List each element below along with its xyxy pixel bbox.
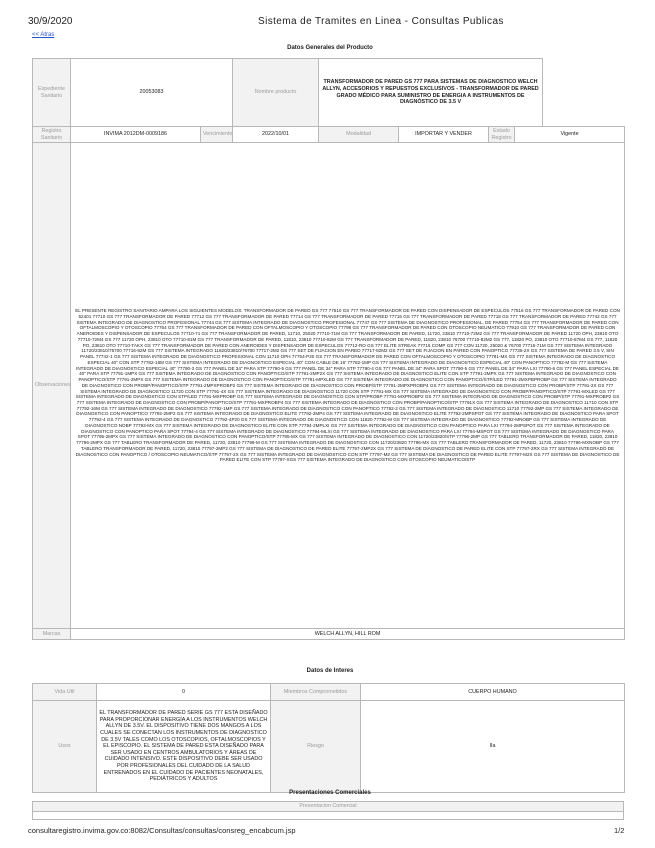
observaciones-value: EL PRESENTE REGISTRO SANITARIO AMPARA LOS SIGUIENTES MODELOS: TRANSFORMADOR DE PARED GS 777 77510 GS 777 TRANSFORMADOR DE PARED CON DISPENSADOR DE ESPECULOS 77516 GS 777 TRANSFORMADOR DE PARED CON 52401 77710 GS 777 TRANSFORMADOR DE PARED 77712 GS 777 TRANSFORMADOR DE PARED 77714 GS 777 TRANSFORMADOR DE PARED 77716 GS 777 TRANSFORMADOR DE PARED 77718 GS 777 TRANSFORMADOR DE PARED 77742 GS 777 SISTEMA INTEGRADO DE DIAGNOSTICO PROFESIONAL 77744 GS 777 SISTEMA INTEGRADO DE DIAGNOSTICO PROFESIONAL 77747 GS 777 SISTEMA DE DIAGNOSTICO PROFESIONAL, DE PARED 77754 GS 777 TRANSFORMADOR DE PARED CON OFTALMOSCOPIO Y OTOSCOPIO 77764 GS 777 TRANSFORMADOR DE PARED CON OFTALMOSCOPIO Y OTOSCOPIO 77798 GS 777 TRANSFORMADOR DE PARED CON OTOSCOPIO NEUMATICO 77910 GS 777 TRANSFORMADOR DE PARED CON ANEROIDES Y DISPENSADOR DE ESPECULOS 77710-71 GS 777 TRANSFORMADOR DE PARED, 11710, 25020 77710-71M GS 777 TRANSFORMADOR DE PARED, 11720, 23810 77710-72M2 GS 777 TRANSFORMADOR DE PARED 11720 OPH, 23810 OTO 77710-72M4 GS 777 11720 OPH, 23810 OTO 77710-81M GS 777 TRANSFORMADOR DE PARED, 11810, 23810 77710-82M GS 777 TRANSFORMADOR DE PARED, 11820, 23810 76700 77710-82M2 GS 777, 11820 PO, 23810 OTO 77710-87M4 GS 777, 11820 PO, 23810 OTO 77710-TAKX GS 777 TRANSFORMADOR DE PARED CON ANEROIDES Y DISPENSADOR DE ESPECULOS 77712-RO GS 777 ELITE STREAK 77716 COMP GS 777 CON 11720, 25020 & 76700 77716-71M GS 777 SISTEMA INTEGRADO 11720/23810/76700 77716-82M GS 777 SISTEMA INTEGRADO 11820/23810/76700 77717-2M2 GS 777 SET DE FIJACION EN PARED 77717-82M2 GS 777 SET DE FIJACION EN PARED CON PANOPTICO 77735-2X GS 777 SISTEMA DE PARED 3.5 V, SIN PANEL 77742-1 GS 777 SISTEMA INTEGRADO DE DIAGNOSTICO PROFESIONAL CON 11710 OPH 77754-P20 GS 777 TRANSFORMADOR DE PARED CON OFTALMOSCOPIO Y OTOSCOPIO 77781-MX GS 777 SISTEMA INTEGRADO DE DIAGNOSTICO ESPECIAL 40" CON STP 77782-16M GS 777 SISTEMA INTEGRADO DE DIAGNOSTICO ESPECIAL 40" CON CABLE DE 16' 77782-1MP GS 777 SISTEMA INTEGRADO DE DIAGNOSTICO ESPECIAL 40" CON PANOPTICO 77782-M GS 777 SISTEMA INTEGRADO DE DIAGNOSTICO ESPECIAL 40" 77790-3 GS 777 PANEL DE 34" PARA STP 77790-5 GS 777 PANEL DE 34" PARA STP 77790-4 GS 777 PANEL DE 34" PARA SPOT 77790-5 GS 777 PANEL DE 34" PARA LXI 77790-6 GS 777 PANEL ESPECIAL DE 40" PARA STP 77791-1MPX GS 777 SISTEMA INTEGRADO DE DIAGNOSTICO CON PANOPTICO/STP 77791-2MP2X GS 777 SISTEMA INTEGRADO DE DIAGNOSTICO ELITE CON STP 77791-2MPX GS 777 SISTEMA INTEGRADO DE DIAGNOSTICO CON PANOPTICO/STP 77791-2MPX GS 777 SISTEMA INTEGRADO DE DIAGNOSTICO CON PANOPTICO/STP 77791-MPXLED GS 777 SISTEMA INTEGRADO DE DIAGNOSTICO CON PANOPTICO/STP/LED 77791-2MXPBPROBP GS 777 SISTEMA INTEGRADO DE DIAGNOSTICO CON PROBP/PANOPTICO/STP 77791-2MPXPROBP2 GS 777 SISTEMA INTEGRADO DE DIAGNOSTICO CON PROBP/STP 77791-2MPXPROBP4 GS 777 SISTEMA INTEGRADO DE DIAGNOSTICO CON PROBP/STP 77791-2X GS 777 SISTEMA INTEGRADO DE DIAGNOSTICO 11720 CON STP 77791-4X GS 777 SISTEMA INTEGRADO DE DIAGNOSTICO 11720 CON STP 77791-MX GS 777 SISTEMA INTEGRADO DE DIAGNOSTICO CON PROBP/PANOPTICO/STP 77791-MXLED GS 777 SISTEMA INTEGRADO DE DIAGNOSTICO CON STP/LED 77791-MXPROBP GS 777 SISTEMA INTEGRADO DE DIAGNOSTICO CON STP/PROBP 77791-MXPROBP2 GS 777 SISTEMA INTEGRADO DE DIAGNOSTICO CON PROBP/STP 77791-MXPROBP2 GS 777 SISTEMA INTEGRADO DE DIAGNOSTICO CON PROBP/PANOPTICO/STP 77791-MXPROBP4 GS 777 SISTEMA INTEGRADO DE DIAGNOSTICO CON PROBP/PANOPTICO/STP 77791X GS 777 SISTEMA INTEGRADO DE DIAGNOSTICO 11710 CON STP 77792-16M GS 777 SISTEMA INTEGRADO DE DIAGNOSTICO 77792-1MP GS 777 SISTEMA INTEGRADO DE DIAGNOSTICO CON PANOPTICO 77792-2 GS 777 SISTEMA INTEGRADO DE DIAGNOSTICO 11710 77792-2MP GS 777 SISTEMA INTEGRADO DE DIAGNOSTICO CON PANOPTICO 77792-2MP2 GS 777 SISTEMA INTEGRADO DE DIAGNOSTICO ELITE 77792-2MP4 GS 777 SISTEMA INTEGRADO DE DIAGNOSTICO ELITE 77792-2MPSPOT GS 777 SISTEMA INTEGRADO DE DIAGNOSTICO PARA SPOT 77792-4 GS 777 SISTEMA INTEGRADO DE DIAGNOSTICO 77792-4P20 GS 777 SISTEMA INTEGRADO DE DIAGNOSTICO CON 11820 77792-M GS 777 SISTEMA INTEGRADO DE DIAGNOSTICO 77792-MNOBP GS 777 SISTEMA INTEGRADO DE DIAGNOSTICO NOBP 77793-MX GS 777 SISTEMA INTEGRADO DE DIAGNOSTICO ELITE CON STP 77794-2MPLXI GS 777 SISTEMA INTEGRADO DE DIAGNOSTICO CON PANOPTICO PARA LXI 77794-2MPSPOT GS 777 SISTEMA INTEGRADO DE DIAGNOSTICO CON PANOPTICO PARA SPOT 77794-4 GS 777 SISTEMA INTEGRADO DE DIAGNOSTICO 77794-MLXI GS 777 SISTEMA INTEGRADO DE DIAGNOSTICO PARA LXI 77794-MSPOT GS 777 SISTEMA INTEGRADO DE DIAGNOSTICO PARA SPOT 77795-2MPX GS 777 SISTEMA INTEGRADO DE DIAGNOSTICO CON PANOPTICO/STP 77795-MX GS 777 SISTEMA INTEGRADO DE DIAGNOSTICO CON 11720/23820/STP 77796-2MP GS 777 TABLERO TRANSFORMADOR DE PARED, 11820, 23810 77796-2MPX GS 777 TABLERO TRANSFORMADOR DE PARED, 11720, 23810 77796-M GS 777 SISTEMA INTEGRADO DE DIAGNOSTICO CON 11720/23820 77796-MX GS 777 TABLERO TRANSFORMADOR DE PARED, 11720, 23810 77796-MXNOBP GS 777 TABLERO TRANSFORMADOR DE PARED, 11720, 23810 77797-2MP2 GS 777 SISTEMA DE DIAGNOSTICO DE PARED ELITE 77797-2MP2X GS 777 SISTEMA DE DIAGNOSTICO DE PARED ELITE CON STP 77797-2RX GS 777 SISTEMA INTEGRADO DE DIAGNOSTICO CON PANOPTICO / OTOSCOPIO NEUMATICO/STP 77797-2X GS 777 SISTEMA INTEGRADO DE DIAGNOSTICO CON STP 77797-M2 GS 777 SISTEMA DE DIAGNOSTICO DE PARED ELITE 77797-M2X GS 777 SISTEMA DE DIAGNOSTICO DE PARED ELITE CON STP 77797-XGS 777 SISTEMA INTEGRADO DE DIAGNOSTICO CON OTOSCOPIO NEUMATICO/STP — [71, 143, 625, 629]
back-link[interactable]: << Atras — [32, 32, 55, 38]
estado-label: Estado Registro — [489, 127, 515, 143]
vida-util-label: Vida Util — [33, 684, 97, 701]
registro-label: Registro Sanitario — [33, 127, 71, 143]
general-data-table — [32, 58, 625, 640]
miembros-value: CUERPO HUMANO — [361, 684, 625, 701]
general-section-title: Datos Generales del Producto — [287, 45, 373, 51]
nombre-value: TRANSFORMADOR DE PARED GS 777 PARA SISTEMAS DE DIAGNOSTICO WELCH ALLYN, ACCESORIOS Y REPUESTOS EXCLUSIVOS - TRANSFORMADOR DE PARED GRADO MÉDICO PARA SUMINISTRO DE ENERGIA A INSTRUMENTOS DE DIAGNÓSTICO DE 3.5 V — [319, 59, 543, 127]
print-date: 30/9/2020 — [28, 16, 73, 27]
expediente-label: Expediente Sanitario — [33, 59, 71, 127]
estado-value: Vigente — [515, 127, 625, 143]
comerciales-data-table — [32, 801, 624, 820]
interes-section-title: Datos de Interes — [306, 668, 354, 674]
vencimiento-value: 2022/10/01 — [233, 127, 319, 143]
riesgo-label: Riesgo — [271, 701, 361, 793]
marcas-label: Marcas — [33, 629, 71, 640]
presentacion-label: Presentacion Comercial — [33, 802, 624, 812]
registro-value: INVIMA 2012DM-0009186 — [71, 127, 201, 143]
usos-label: Usos — [33, 701, 97, 793]
interes-data-table — [32, 683, 625, 793]
modalidad-value: IMPORTAR Y VENDER — [399, 127, 489, 143]
miembros-label: Miembros Comprometidos — [271, 684, 361, 701]
nombre-label: Nombre producto — [233, 59, 319, 127]
comerciales-section-title: Presentaciones Comerciales — [289, 790, 371, 796]
expediente-value: 20053083 — [71, 59, 233, 127]
vencimiento-label: Vencimiento — [201, 127, 233, 143]
modalidad-label: Modalidad — [319, 127, 399, 143]
vida-util-value: 0 — [97, 684, 271, 701]
marcas-value: WELCH ALLYN, HILL ROM — [71, 629, 625, 640]
riesgo-value: IIa — [361, 701, 625, 793]
presentacion-value — [33, 811, 624, 819]
page-title: Sistema de Tramites en Linea - Consultas Publicas — [258, 16, 504, 27]
observaciones-label: Observaciones — [33, 143, 71, 629]
usos-value: EL TRANSFORMADOR DE PARED SERIE GS 777 ESTA DISEÑADO PARA PROPORCIONAR ENERGÍA A LOS INSTRUMENTOS WELCH ALLYN DE 3.5V. EL DISPOSITIVO TIENE DOS MANGOS A LOS CUALES SE CONECTAN LOS INSTRUMENTOS DE DIAGNOSTICO DE 3.5V TALES COMO LOS OTOSCOPIOS, OFTALMOSCOPIOS Y EL EPISCOPIO. EL SISTEMA DE PARED ESTA DISEÑADO PARA SER USADO EN CENTROS AMBULATORIOS Y ÁREAS DE CUIDADO INTENSIVO. ESTE DISPOSITIVO DEBE SER USADO POR PROFESIONALES DEL CUIDADO DE LA SALUD ENTRENADOS EN EL CUIDADO DE PACIENTES NEONATALES, PEDIÁTRICOS Y ADULTOS — [97, 701, 271, 793]
footer-page-number: 1/2 — [614, 826, 625, 835]
footer-url: consultaregistro.invima.gov.co:8082/Consultas/consultas/consreg_encabcum.jsp — [28, 826, 296, 835]
